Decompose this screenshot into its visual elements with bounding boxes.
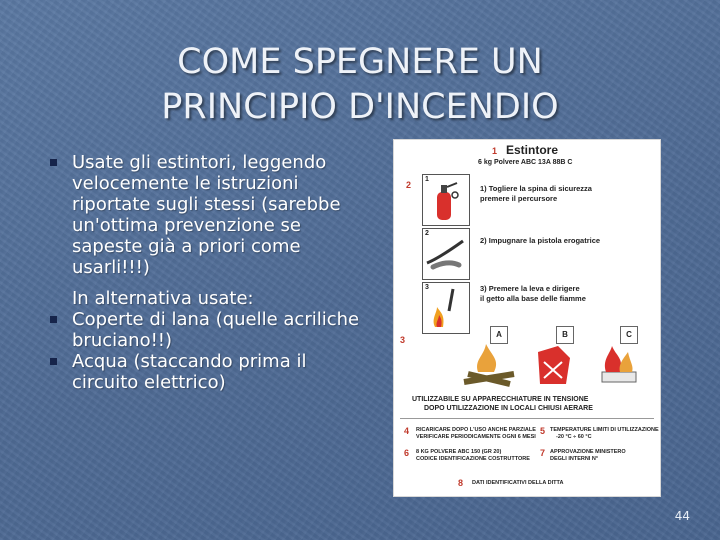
slide-title xyxy=(0,40,720,130)
info-8: DATI IDENTIFICATIVI DELLA DITTA xyxy=(472,480,564,486)
bullet-item-plain xyxy=(50,288,370,309)
bullet-marker xyxy=(50,316,57,323)
label-subheading: 6 kg Polvere ABC 13A 88B C xyxy=(478,159,573,166)
bullet-item xyxy=(50,309,370,351)
info-7-b: DEGLI INTERNI N° xyxy=(550,456,599,462)
step-1-box xyxy=(422,174,470,226)
fuel-can-fire-icon xyxy=(538,346,570,384)
bullet-item xyxy=(50,351,370,393)
label-number-8: 8 xyxy=(458,478,464,488)
fire-class-b-badge: B xyxy=(556,326,574,344)
label-number-3: 3 xyxy=(400,335,406,345)
label-number-6: 6 xyxy=(404,448,410,458)
step-1-text-b: premere il percursore xyxy=(480,194,558,203)
info-5-a: TEMPERATURE LIMITI DI UTILIZZAZIONE xyxy=(550,427,659,433)
gas-fire-icon xyxy=(602,346,636,382)
step-1-number: 1 xyxy=(425,176,429,183)
warning-line-1: UTILIZZABILE SU APPARECCHIATURE IN TENSIONE xyxy=(412,396,589,403)
bullet-text: Acqua (staccando prima il circuito elettrico) xyxy=(72,351,307,393)
bullet-marker xyxy=(50,358,57,365)
bullet-text: Usate gli estintori, leggendo velocemente le istruzioni riportate sugli stessi (sarebbe un'ottima prevenzione se sapeste già a priori come usarli!!!) xyxy=(72,152,341,278)
step-3-text-b: il getto alla base delle fiamme xyxy=(480,294,586,303)
info-6-a: 8 KG POLVERE ABC 150 (GR 20) xyxy=(416,449,502,455)
fire-class-a-badge: A xyxy=(490,326,508,344)
warning-line-2: DOPO UTILIZZAZIONE IN LOCALI CHIUSI AERARE xyxy=(424,405,593,412)
step-2-text-a: 2) Impugnare la pistola erogatrice xyxy=(480,236,601,245)
bullet-text: In alternativa usate: xyxy=(72,288,254,309)
label-number-7: 7 xyxy=(540,448,546,458)
info-4-b: VERIFICARE PERIODICAMENTE OGNI 6 MESI xyxy=(416,434,536,440)
step-2-number: 2 xyxy=(425,230,429,237)
step-3-number: 3 xyxy=(425,284,429,291)
step-1-text-a: 1) Togliere la spina di sicurezza xyxy=(480,184,592,193)
step-3-text-a: 3) Premere la leva e dirigere xyxy=(480,284,580,293)
extinguisher-icon xyxy=(423,175,469,225)
label-number-1: 1 xyxy=(492,146,498,156)
step-2-box xyxy=(422,228,470,280)
title-line-1: COME SPEGNERE UN xyxy=(177,42,543,82)
info-7-a: APPROVAZIONE MINISTERO xyxy=(550,449,626,455)
info-4-a: RICARICARE DOPO L'USO ANCHE PARZIALE xyxy=(416,427,536,433)
step-3-box xyxy=(422,282,470,334)
label-heading: Estintore xyxy=(506,143,559,157)
label-number-4: 4 xyxy=(404,426,410,436)
bullet-text: Coperte di lana (quelle acriliche bruciano!!) xyxy=(72,309,360,351)
bullet-item xyxy=(50,152,370,278)
page-number: 44 xyxy=(674,509,690,523)
bullet-marker xyxy=(50,159,57,166)
info-6-b: CODICE IDENTIFICAZIONE COSTRUTTORE xyxy=(416,456,530,462)
label-number-2: 2 xyxy=(406,180,412,190)
divider xyxy=(400,418,654,419)
wood-fire-icon xyxy=(464,344,514,384)
hand-hose-icon xyxy=(423,229,469,279)
fire-class-pictograms xyxy=(454,338,654,390)
title-line-2: PRINCIPIO D'INCENDIO xyxy=(161,87,559,127)
fire-spray-icon xyxy=(423,283,469,333)
bullet-list xyxy=(50,152,370,393)
label-number-5: 5 xyxy=(540,426,546,436)
info-5-b: -20 °C ÷ 60 °C xyxy=(556,434,592,440)
extinguisher-label-image xyxy=(393,139,661,497)
fire-class-c-badge: C xyxy=(620,326,638,344)
